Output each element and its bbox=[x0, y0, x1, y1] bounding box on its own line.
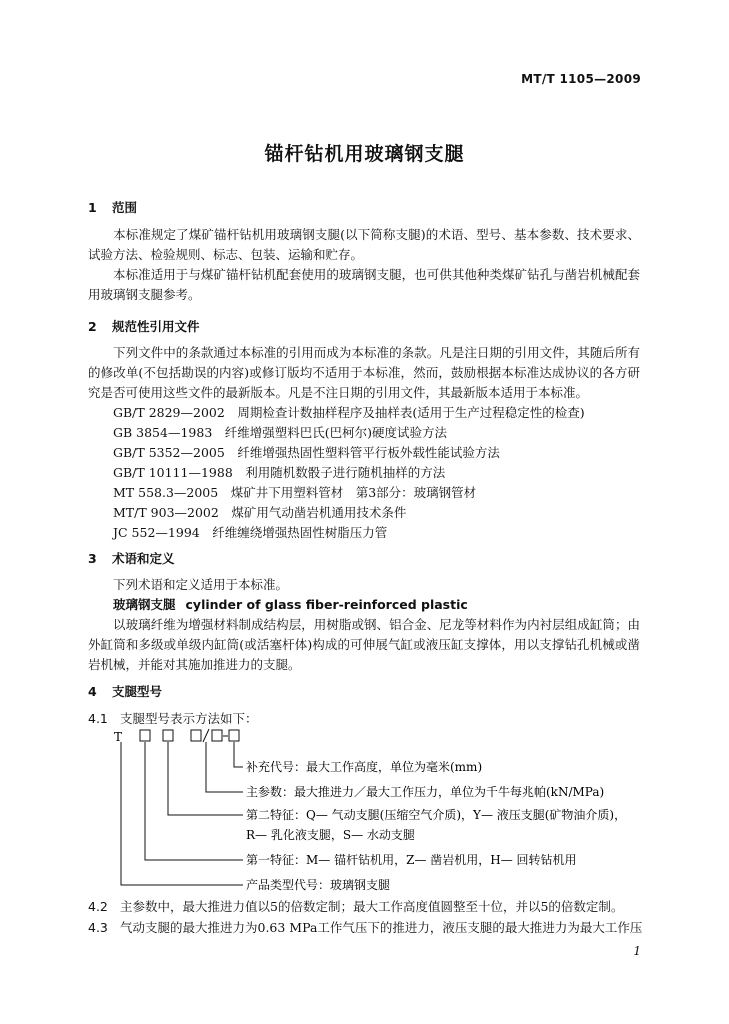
code-box bbox=[163, 730, 173, 741]
section-title: 术语和定义 bbox=[112, 551, 175, 566]
first-feature-label: 第一特征：M— 锚杆钻机用，Z— 凿岩机用，H— 回转钻机用 bbox=[246, 853, 577, 867]
clause-number: 4.2 bbox=[88, 899, 108, 914]
second-feature-label: 第二特征：Q— 气动支腿(压缩空气介质)，Y— 液压支腿(矿物油介质)， bbox=[246, 808, 627, 822]
reference-item: GB/T 5352—2005 纤维增强热固性塑料管平行板外载性能试验方法 bbox=[113, 445, 500, 460]
clause-number: 4.3 bbox=[88, 920, 108, 935]
terms-intro: 下列术语和定义适用于本标准。 bbox=[113, 577, 289, 592]
reference-item: JC 552—1994 纤维缠绕增强热固性树脂压力管 bbox=[113, 525, 388, 540]
page-title: 锚杆钻机用玻璃钢支腿 bbox=[264, 143, 465, 165]
section-title: 规范性引用文件 bbox=[112, 319, 200, 334]
slash-separator bbox=[203, 729, 209, 742]
code-box bbox=[212, 730, 222, 741]
reference-item: MT/T 903—2002 煤矿用气动凿岩机通用技术条件 bbox=[113, 505, 407, 520]
term-english: cylinder of glass fiber-reinforced plastic bbox=[185, 597, 468, 612]
leader-line bbox=[234, 742, 243, 767]
page-number: 1 bbox=[633, 944, 641, 958]
supplementary-code-label: 补充代号：最大工作高度，单位为毫米(mm) bbox=[246, 760, 483, 774]
clause-4-3 bbox=[88, 918, 642, 936]
section-number: 3 bbox=[88, 551, 97, 566]
section-title: 支腿型号 bbox=[112, 684, 163, 699]
product-type-label: 产品类型代号：玻璃钢支腿 bbox=[246, 878, 391, 892]
clause-text: 支腿型号表示方法如下： bbox=[120, 711, 258, 726]
clause-4-2 bbox=[88, 897, 623, 915]
section-number: 1 bbox=[88, 200, 97, 215]
reference-item: GB 3854—1983 纤维增强塑料巴氏(巴柯尔)硬度试验方法 bbox=[113, 425, 448, 440]
second-feature-label-cont: R— 乳化液支腿，S— 水动支腿 bbox=[246, 828, 415, 842]
references-intro-paragraph: 下列文件中的条款通过本标准的引用而成为本标准的条款。凡是注日期的引用文件，其随后所有的修改单(不包括勘误的内容)或修订版均不适用于本标准，然而，鼓励根据本标准达成协议的各方研究是否可使用这些文件的最新版本。凡是不注日期的引用文件，其最新版本适用于本标准。 bbox=[88, 345, 640, 400]
term-definition: 以玻璃纤维为增强材料制成结构层，用树脂或钢、铝合金、尼龙等材料作为内衬层组成缸筒；由外缸筒和多级或单级内缸筒(或活塞杆体)构成的可伸展气缸或液压缸支撑体，用以支撑钻孔机械或凿岩机械，并能对其施加推进力的支腿。 bbox=[88, 617, 640, 672]
standard-code: MT/T 1105—2009 bbox=[521, 72, 641, 86]
code-box bbox=[140, 730, 150, 741]
code-box bbox=[191, 730, 201, 741]
main-parameter-label: 主参数：最大推进力／最大工作压力，单位为千牛每兆帕(kN/MPa) bbox=[246, 785, 605, 799]
scope-paragraph-2: 本标准适用于与煤矿锚杆钻机配套使用的玻璃钢支腿，也可供其他种类煤矿钻孔与凿岩机械配套用玻璃钢支腿参考。 bbox=[88, 267, 640, 302]
reference-item: GB/T 10111—1988 利用随机数骰子进行随机抽样的方法 bbox=[113, 465, 446, 480]
section-number: 4 bbox=[88, 684, 97, 699]
clause-number: 4.1 bbox=[88, 711, 108, 726]
section-number: 2 bbox=[88, 319, 97, 334]
term-chinese: 玻璃钢支腿 bbox=[113, 597, 176, 612]
type-code-letter: T bbox=[114, 730, 123, 744]
reference-item: GB/T 2829—2002 周期检查计数抽样程序及抽样表(适用于生产过程稳定性的检查) bbox=[113, 405, 585, 420]
code-box bbox=[229, 730, 239, 741]
leader-line bbox=[145, 742, 243, 860]
leader-line bbox=[121, 742, 243, 885]
reference-item: MT 558.3—2005 煤矿井下用塑料管材 第3部分：玻璃钢管材 bbox=[113, 485, 477, 500]
clause-text: 主参数中，最大推进力值以5的倍数定制；最大工作高度值圆整至十位，并以5的倍数定制。 bbox=[120, 899, 624, 914]
clause-text: 气动支腿的最大推进力为0.63 MPa工作气压下的推进力，液压支腿的最大推进力为最大工作压 bbox=[120, 920, 643, 935]
scope-paragraph-1: 本标准规定了煤矿锚杆钻机用玻璃钢支腿(以下简称支腿)的术语、型号、基本参数、技术要求、试验方法、检验规则、标志、包装、运输和贮存。 bbox=[88, 227, 640, 262]
section-title: 范围 bbox=[112, 200, 138, 215]
